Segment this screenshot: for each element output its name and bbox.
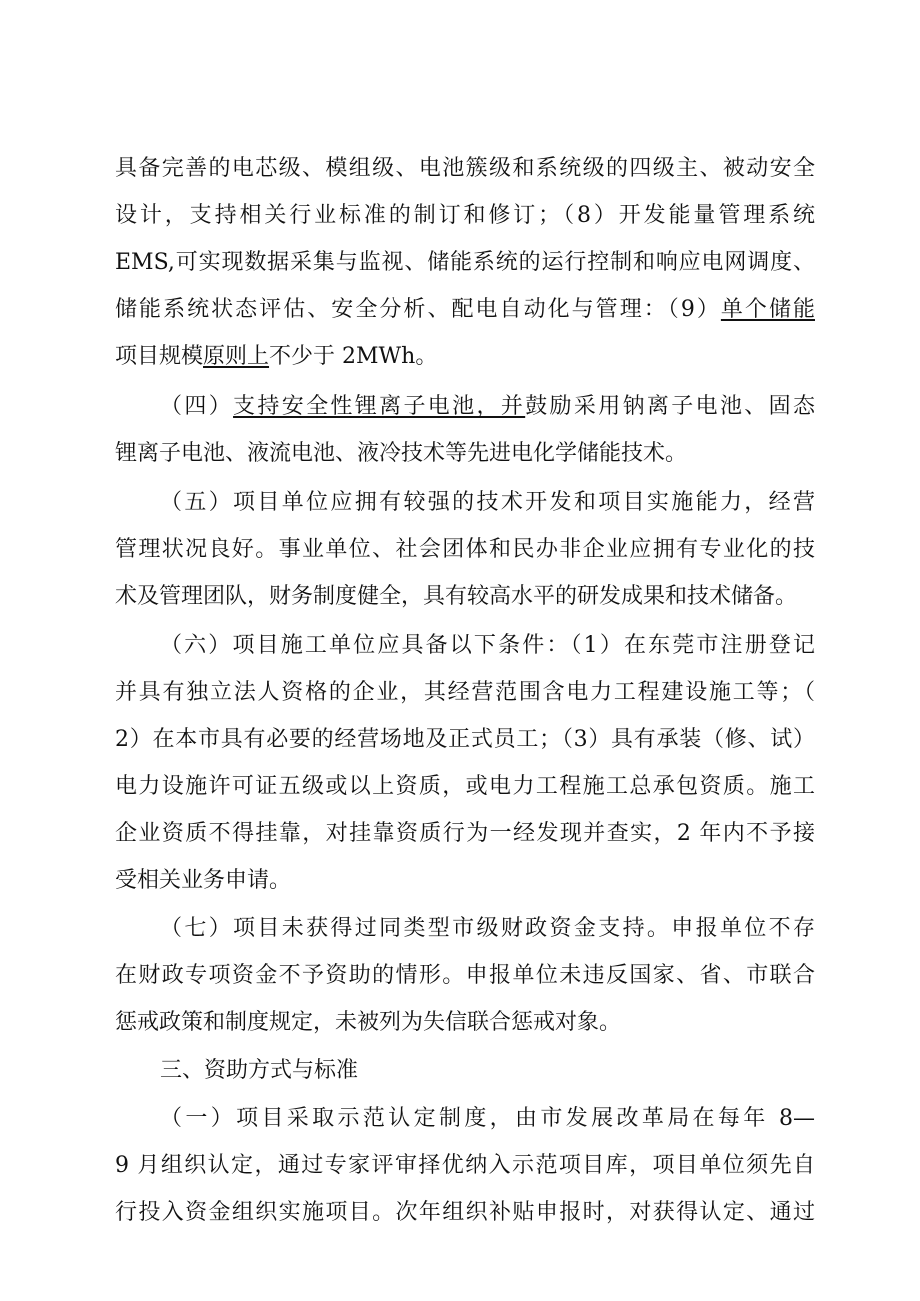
underlined-text-in-principle: 原则上 xyxy=(203,344,270,369)
underlined-text-lithium: 支持安全性锂离子电池，并 xyxy=(233,394,526,419)
para1-line5-text-c: 不少于 2MWh。 xyxy=(269,344,438,369)
para1-line3: EMS,可实现数据采集与监视、储能系统的运行控制和响应电网调度、 xyxy=(115,250,815,275)
para3-line3: 术及管理团队，财务制度健全，具有较高水平的研发成果和技术储备。 xyxy=(115,584,798,609)
para1-line4-text: 储能系统状态评估、安全分析、配电自动化与管理：（9） xyxy=(115,297,721,322)
para6-line3: 行投入资金组织实施项目。次年组织补贴申报时，对获得认定、通过 xyxy=(115,1200,815,1225)
para4-line1: （六）项目施工单位应具备以下条件：（1）在东莞市注册登记 xyxy=(160,633,815,658)
para5-line2: 在财政专项资金不予资助的情形。申报单位未违反国家、省、市联合 xyxy=(115,963,815,988)
para1-line5 xyxy=(115,336,815,378)
para1-line4 xyxy=(115,289,815,331)
para5-line3: 惩戒政策和制度规定，未被列为失信联合惩戒对象。 xyxy=(115,1010,622,1035)
para5-line1: （七）项目未获得过同类型市级财政资金支持。申报单位不存 xyxy=(160,916,815,941)
para2-label: （四） xyxy=(160,394,234,419)
para4-line3: 2）在本市具有必要的经营场地及正式员工；（3）具有承装（修、试） xyxy=(115,727,815,752)
para1-line5-text-a: 项目规模 xyxy=(115,344,204,369)
para4-line4: 电力设施许可证五级或以上资质，或电力工程施工总承包资质。施工 xyxy=(115,774,815,799)
para1-line2: 设计，支持相关行业标准的制订和修订；（8）开发能量管理系统 xyxy=(115,203,815,228)
para4-line5: 企业资质不得挂靠，对挂靠资质行为一经发现并查实，2 年内不予接 xyxy=(115,821,815,846)
para1-line1: 具备完善的电芯级、模组级、电池簇级和系统级的四级主、被动安全 xyxy=(115,156,815,181)
para4-line2: 并具有独立法人资格的企业，其经营范围含电力工程建设施工等；（ xyxy=(115,680,815,705)
underlined-text-single-storage: 单个储能 xyxy=(720,297,815,322)
para4-line6: 受相关业务申请。 xyxy=(115,868,292,893)
para6-line2: 9 月组织认定，通过专家评审择优纳入示范项目库，项目单位须先自 xyxy=(115,1153,815,1178)
para2-line1-text: 鼓励采用钠离子电池、固态 xyxy=(525,394,815,419)
para2-line2: 锂离子电池、液流电池、液冷技术等先进电化学储能技术。 xyxy=(115,441,688,466)
para2-line1 xyxy=(160,386,815,428)
para3-line1: （五）项目单位应拥有较强的技术开发和项目实施能力，经营 xyxy=(160,490,815,515)
para3-line2: 管理状况良好。事业单位、社会团体和民办非企业应拥有专业化的技 xyxy=(115,537,815,562)
para6-line1: （一）项目采取示范认定制度，由市发展改革局在每年 8— xyxy=(160,1106,815,1131)
section-heading: 三、资助方式与标准 xyxy=(160,1058,359,1083)
